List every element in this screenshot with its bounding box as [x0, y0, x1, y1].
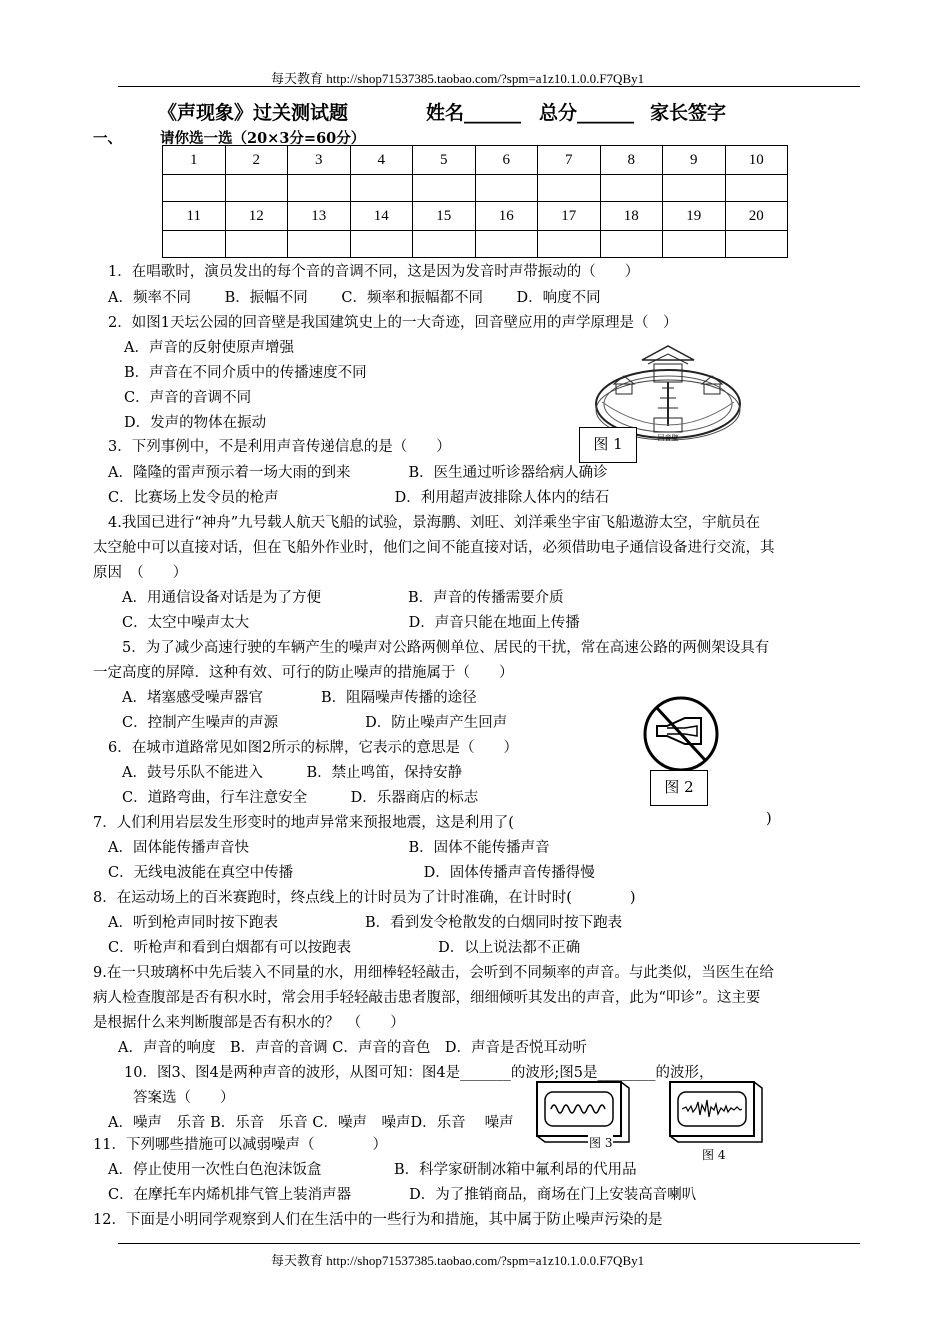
table-cell: 1: [163, 146, 226, 175]
question-9-options: A．声音的响度 B．声音的音调 C．声音的音色 D．声音是否悦耳动听: [118, 1040, 587, 1056]
question-7-close-bracket: ): [766, 811, 772, 827]
answer-cell[interactable]: [413, 231, 476, 258]
question-4-line-2: 太空舱中可以直接对话，但在飞船外作业时，他们之间不能直接对话，必须借助电子通信设备进行交流，其: [93, 540, 775, 556]
question-12-stem: 12．下面是小明同学观察到人们在生活中的一些行为和措施，其中属于防止噪声污染的是: [93, 1212, 663, 1228]
question-3-stem: 3．下列事例中，不是利用声音传递信息的是（ ）: [108, 439, 451, 455]
question-7-stem: 7．人们利用岩层发生形变时的地声异常来预报地震，这是利用了(: [93, 815, 514, 831]
answer-cell[interactable]: [225, 175, 288, 202]
question-11-options-cd: C．在摩托车内烯机排气管上装消声器 D．为了推销商品，商场在门上安装高音喇叭: [108, 1187, 697, 1203]
question-10-line-2: 答案选（ ）: [133, 1090, 235, 1106]
table-cell: 4: [350, 146, 413, 175]
table-cell: 3: [288, 146, 351, 175]
question-5-options-ab: A．堵塞感受噪声器官 B．阻隔噪声传播的途径: [122, 690, 477, 706]
question-6-options-ab: A．鼓号乐队不能进入 B．禁止鸣笛，保持安静: [122, 765, 463, 781]
answer-cell[interactable]: [350, 231, 413, 258]
score-field: 总分______: [539, 102, 635, 124]
table-cell: 16: [475, 202, 538, 231]
table-cell: 17: [538, 202, 601, 231]
table-cell: 6: [475, 146, 538, 175]
figure-3-label: 图 3: [589, 1136, 613, 1150]
no-horn-sign-icon: [641, 694, 721, 774]
table-row: [163, 175, 788, 202]
table-cell: 18: [600, 202, 663, 231]
answer-cell[interactable]: [413, 175, 476, 202]
page-footer: 每天教育 http://shop71537385.taobao.com/?spm=a1z10.1.0.0.F7QBy1: [271, 1253, 645, 1268]
question-11-stem: 11．下列哪些措施可以减弱噪声（ ）: [93, 1137, 387, 1153]
answer-cell[interactable]: [475, 231, 538, 258]
question-4-options-cd: C．太空中噪声太大 D．声音只能在地面上传播: [122, 615, 580, 631]
figure-4-label: 图 4: [702, 1148, 726, 1162]
parent-signature-field: 家长签字: [650, 102, 727, 124]
answer-cell[interactable]: [288, 175, 351, 202]
question-9-line-3: 是根据什么来判断腹部是否有积水的？ （ ）: [93, 1015, 405, 1031]
table-cell: 14: [350, 202, 413, 231]
answer-cell[interactable]: [663, 231, 726, 258]
question-1-options: A．频率不同 B．振幅不同 C．频率和振幅都不同 D．响度不同: [108, 290, 601, 306]
footer-rule: [118, 1243, 860, 1244]
question-9-line-1: 9.在一只玻璃杯中先后装入不同量的水，用细棒轻轻敲击，会听到不同频率的声音。与此类似，当医生在给: [93, 965, 774, 981]
question-6-stem: 6．在城市道路常见如图2所示的标牌，它表示的意思是（ ）: [108, 740, 518, 756]
question-2-option-d: D．发声的物体在振动: [124, 415, 267, 431]
table-cell: 13: [288, 202, 351, 231]
question-2-option-c: C．声音的音调不同: [124, 390, 252, 406]
answer-table: [162, 145, 788, 258]
question-5-options-cd: C．控制产生噪声的声源 D．防止噪声产生回声: [122, 715, 508, 731]
figure-2-label: 图 2: [650, 770, 708, 806]
question-8-options-cd: C．听枪声和看到白烟都有可以按跑表 D．以上说法都不正确: [108, 940, 581, 956]
question-10-options: A．噪声 乐音 B．乐音 乐音 C．噪声 噪声D．乐音 噪声: [108, 1115, 514, 1131]
question-7-options-ab: A．固体能传播声音快 B．固体不能传播声音: [108, 840, 550, 856]
table-row: [163, 202, 788, 231]
question-2-option-a: A．声音的反射使原声增强: [124, 340, 294, 356]
answer-cell[interactable]: [288, 231, 351, 258]
table-cell: 10: [725, 146, 788, 175]
name-field: 姓名______: [426, 102, 522, 124]
answer-cell[interactable]: [475, 175, 538, 202]
regular-waveform-figure: [535, 1080, 631, 1144]
table-cell: 5: [413, 146, 476, 175]
header-rule: [118, 86, 860, 87]
table-cell: 12: [225, 202, 288, 231]
table-row: [163, 146, 788, 175]
table-cell: 2: [225, 146, 288, 175]
page-header: 每天教育 http://shop71537385.taobao.com/?spm=a1z10.1.0.0.F7QBy1: [271, 71, 645, 86]
answer-cell[interactable]: [163, 175, 226, 202]
answer-cell[interactable]: [538, 231, 601, 258]
table-cell: 19: [663, 202, 726, 231]
figure-1-caption: 回音壁: [657, 434, 679, 442]
question-9-line-2: 病人检查腹部是否有积水时，常会用手轻轻敲击患者腹部，细细倾听其发出的声音，此为“叩诊”。这主要: [93, 990, 761, 1006]
question-3-options-cd: C．比赛场上发令员的枪声 D．利用超声波排除人体内的结石: [108, 490, 610, 506]
answer-cell[interactable]: [725, 231, 788, 258]
answer-cell[interactable]: [163, 231, 226, 258]
question-2-stem: 2．如图1天坛公园的回音壁是我国建筑史上的一大奇迹，回音壁应用的声学原理是（ ）: [108, 315, 678, 331]
table-row: [163, 231, 788, 258]
question-6-options-cd: C．道路弯曲，行车注意安全 D．乐器商店的标志: [122, 790, 479, 806]
figure-1-label: 图 1: [579, 427, 637, 463]
question-5-line-2: 一定高度的屏障．这种有效、可行的防止噪声的措施属于（ ）: [93, 665, 514, 681]
answer-cell[interactable]: [600, 175, 663, 202]
question-8-options-ab: A．听到枪声同时按下跑表 B．看到发令枪散发的白烟同时按下跑表: [108, 915, 623, 931]
answer-cell[interactable]: [350, 175, 413, 202]
question-1-stem: 1．在唱歌时，演员发出的每个音的音调不同，这是因为发音时声带振动的（ ）: [108, 264, 640, 280]
question-7-options-cd: C．无线电波能在真空中传播 D．固体传播声音传播得慢: [108, 865, 595, 881]
page-title: 《声现象》过关测试题: [158, 102, 349, 124]
table-cell: 11: [163, 202, 226, 231]
question-5-line-1: 5．为了减少高速行驶的车辆产生的噪声对公路两侧单位、居民的干扰，常在高速公路的两侧架设具有: [122, 640, 770, 656]
table-cell: 15: [413, 202, 476, 231]
answer-cell[interactable]: [538, 175, 601, 202]
question-4-line-3: 原因 （ ）: [93, 565, 188, 581]
answer-cell[interactable]: [663, 175, 726, 202]
table-cell: 7: [538, 146, 601, 175]
table-cell: 9: [663, 146, 726, 175]
question-4-line-1: 4.我国已进行“神舟”九号载人航天飞船的试验，景海鹏、刘旺、刘洋乘坐宇宙飞船遨游太空，宇航员在: [108, 515, 761, 531]
table-cell: 8: [600, 146, 663, 175]
question-2-option-b: B．声音在不同介质中的传播速度不同: [124, 365, 367, 381]
question-10-line-1: 10．图3、图4是两种声音的波形，从图可知：图4是_______的波形;图5是________的波形，: [124, 1065, 714, 1081]
table-cell: 20: [725, 202, 788, 231]
answer-cell[interactable]: [225, 231, 288, 258]
question-11-options-ab: A．停止使用一次性白色泡沫饭盒 B．科学家研制冰箱中氟利昂的代用品: [108, 1162, 637, 1178]
answer-cell[interactable]: [600, 231, 663, 258]
answer-cell[interactable]: [725, 175, 788, 202]
section-heading: 请你选一选（20×3分=60分）: [160, 130, 366, 147]
section-number: 一、: [93, 130, 122, 147]
irregular-waveform-figure: [668, 1080, 764, 1144]
question-4-options-ab: A．用通信设备对话是为了方便 B．声音的传播需要介质: [122, 590, 564, 606]
question-8-stem: 8．在运动场上的百米赛跑时，终点线上的计时员为了计时准确，在计时时( ): [93, 890, 636, 906]
question-3-options-ab: A．隆隆的雷声预示着一场大雨的到来 B．医生通过听诊器给病人确诊: [108, 465, 608, 481]
